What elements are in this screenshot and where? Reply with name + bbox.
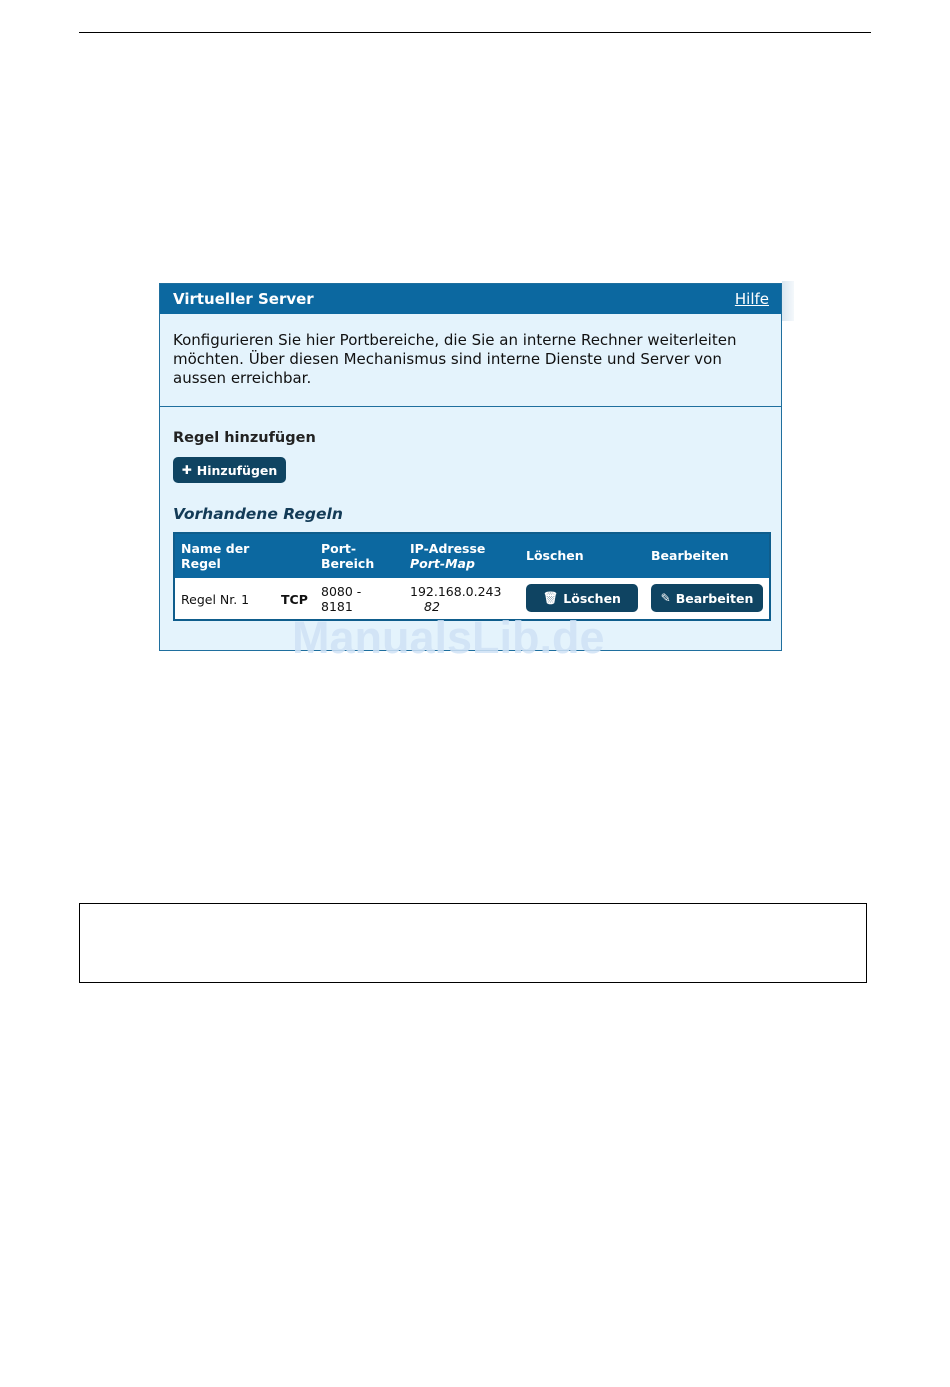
table-header	[175, 534, 769, 578]
add-rule-button[interactable]	[173, 457, 286, 483]
column-header-delete: Löschen	[526, 548, 584, 563]
rule-name: Regel Nr. 1	[181, 592, 250, 607]
edit-rule-button-label: Bearbeiten	[675, 590, 754, 606]
rule-port-range	[321, 584, 361, 614]
delete-rule-button-label: Löschen	[563, 590, 621, 606]
pencil-icon: ✎	[660, 591, 671, 605]
rule-ip: 192.168.0.243	[410, 584, 502, 599]
column-header-port	[321, 541, 374, 571]
help-link[interactable]: Hilfe	[734, 290, 769, 308]
virtual-server-panel	[159, 283, 782, 651]
intro-line: aussen erreichbar.	[173, 369, 312, 387]
intro-text	[160, 314, 781, 407]
page-top-rule	[79, 32, 871, 33]
delete-rule-button[interactable]	[526, 584, 638, 612]
rule-protocol: TCP	[281, 592, 308, 607]
note-box	[79, 903, 867, 983]
add-rule-button-label: Hinzufügen	[196, 462, 278, 478]
column-header-edit: Bearbeiten	[651, 548, 729, 563]
edit-rule-button[interactable]	[651, 584, 763, 612]
column-header-port-line1: Port-	[321, 541, 357, 556]
intro-line: möchten. Über diesen Mechanismus sind interne Dienste und Server von	[173, 350, 722, 368]
column-header-name	[181, 541, 249, 571]
column-header-ip	[410, 541, 485, 571]
add-rule-heading: Regel hinzufügen	[173, 430, 316, 446]
rules-table	[173, 532, 771, 621]
watermark-text: ManualsLib.de	[292, 612, 605, 663]
panel-shadow-edge	[782, 281, 794, 321]
existing-rules-heading: Vorhandene Regeln	[173, 505, 343, 523]
panel-title: Virtueller Server	[173, 290, 314, 308]
rule-port-end: 8181	[321, 599, 353, 614]
column-header-ip-line1: IP-Adresse	[410, 541, 486, 556]
rule-ip-address	[410, 584, 501, 614]
column-header-name-line2: Regel	[181, 556, 221, 571]
trash-icon: 🗑	[543, 591, 559, 605]
column-header-portmap: Port-Map	[410, 556, 475, 571]
rule-port-map: 82	[424, 599, 440, 614]
plus-icon: ✚	[181, 463, 192, 477]
panel-header	[160, 284, 781, 314]
column-header-name-line1: Name der	[181, 541, 250, 556]
intro-line: Konfigurieren Sie hier Portbereiche, die Sie an interne Rechner weiterleiten	[173, 331, 737, 349]
column-header-port-line2: Bereich	[321, 556, 375, 571]
rule-port-start: 8080 -	[321, 584, 362, 599]
